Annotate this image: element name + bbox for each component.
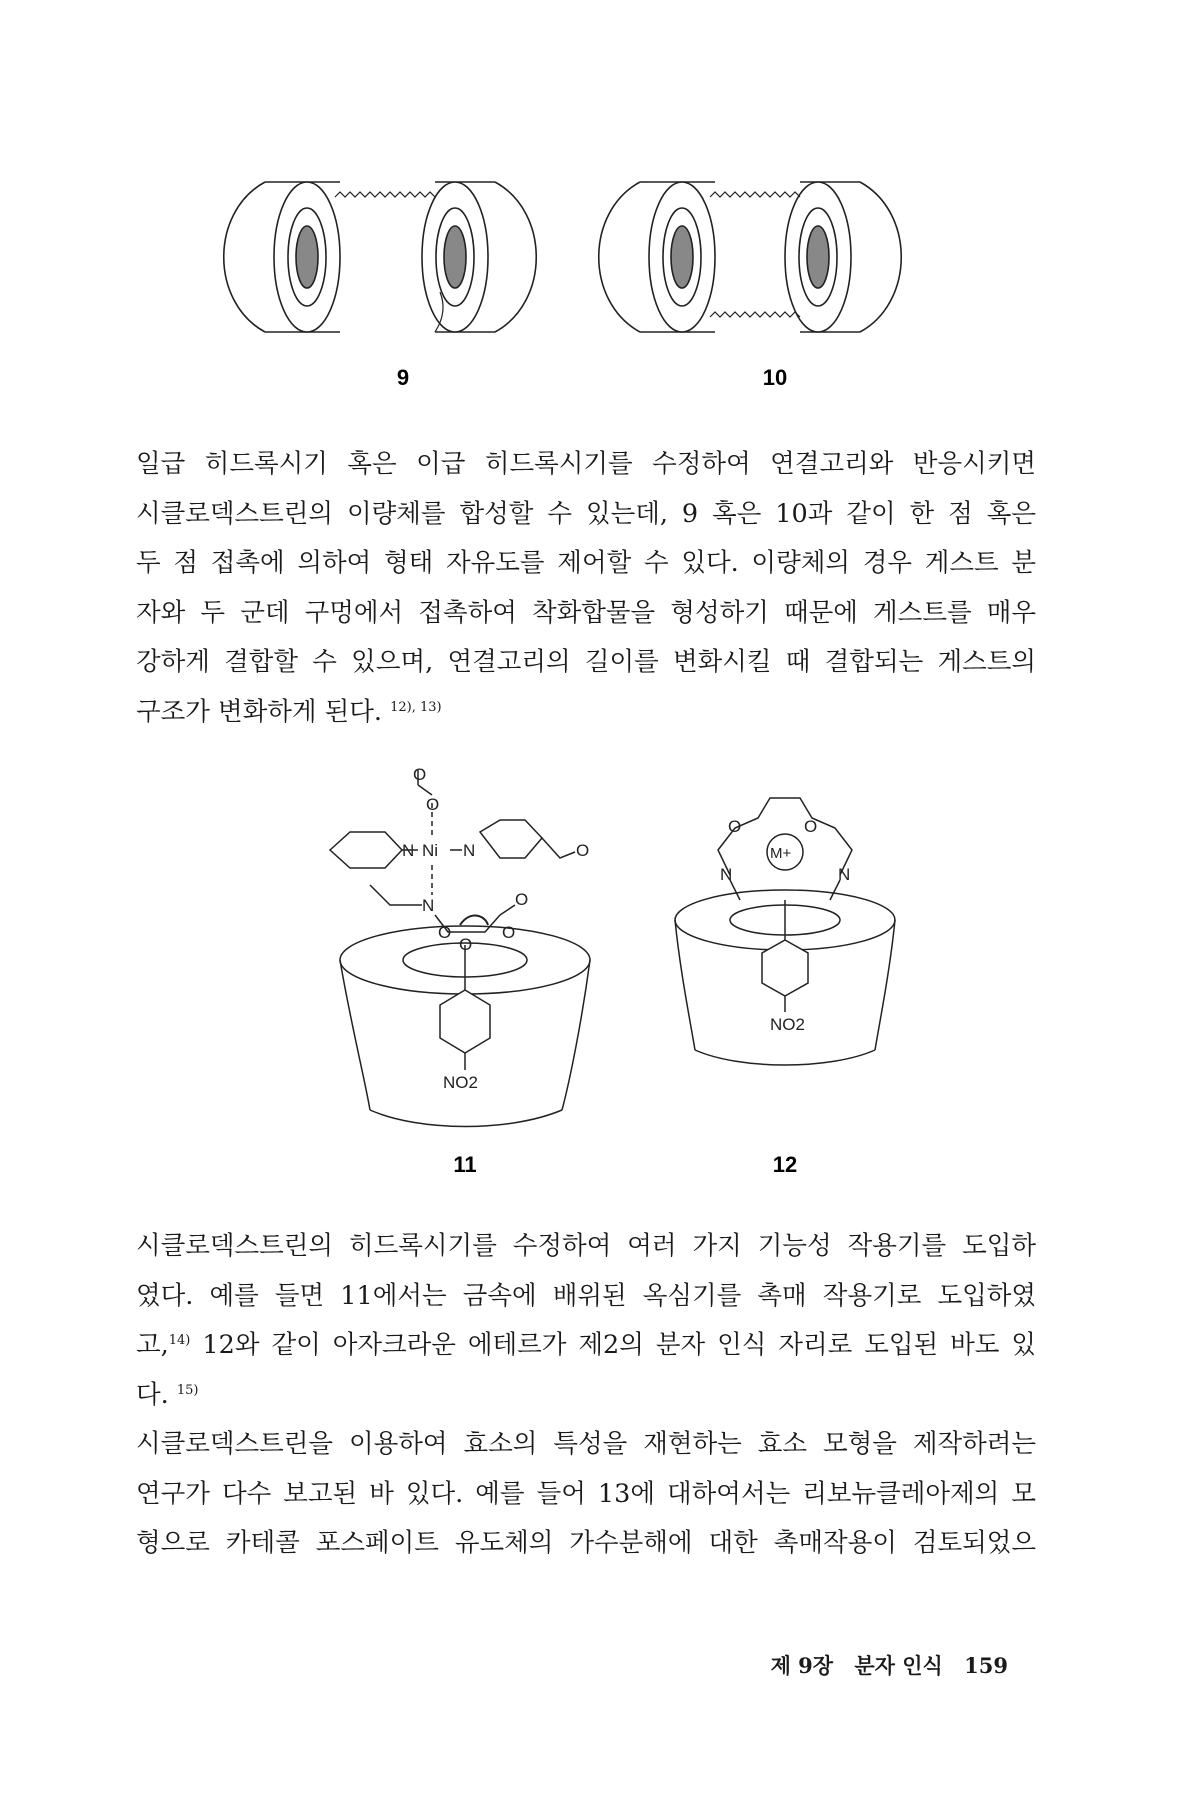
paragraph-1-last-text: 구조가 변화하게 된다.: [136, 696, 383, 727]
figure-compounds: [310, 765, 970, 1180]
paragraph-2-line: 였다. 예를 들면 11에서는 금속에 배위된 옥심기를 촉매 작용기로 도입하였: [136, 1280, 1036, 1311]
atom-label: N: [402, 841, 415, 860]
reference-14: 14): [168, 1333, 191, 1348]
atom-label: N: [720, 865, 733, 884]
dimer-9-drawing: [224, 182, 537, 332]
footer-title: 분자 인식: [854, 1653, 943, 1678]
figure-label-12: 12: [772, 1152, 798, 1177]
atom-label: Ni: [422, 841, 439, 860]
atom-label: O: [459, 935, 473, 954]
atom-label: N: [422, 896, 435, 915]
paragraph-1-last-line: [136, 688, 1036, 738]
reference-12-13: 12), 13): [390, 699, 442, 715]
nitro-label: NO2: [770, 1015, 805, 1034]
figure-label-11: 11: [453, 1152, 477, 1177]
paragraph-2-line-4: [136, 1371, 1036, 1421]
paragraph-3-line: 형으로 카테콜 포스페이트 유도체의 가수분해에 대한 촉매작용이 검토되었으: [136, 1528, 1036, 1558]
paragraph-2-line-4-text: 다.: [136, 1379, 169, 1410]
atom-label: N: [463, 841, 476, 860]
page-number: 159: [964, 1653, 1008, 1678]
paragraph-1-line: 강하게 결합할 수 있으며, 연결고리의 길이를 변화시킬 때 결합되는 게스트의: [136, 647, 1036, 677]
paragraph-2-line-3-start: 고,: [136, 1330, 169, 1360]
reference-15: 15): [176, 1382, 199, 1398]
paragraph-2: [136, 1222, 1036, 1420]
atom-label: O: [576, 841, 590, 860]
atom-label: O: [804, 817, 818, 836]
paragraph-1: [136, 440, 1036, 737]
page-footer: [757, 1650, 1008, 1680]
dimer-10-drawing: [599, 182, 902, 332]
metal-label: M+: [770, 845, 792, 862]
atom-label: N: [838, 865, 851, 884]
atom-label: O: [413, 765, 427, 784]
paragraph-1-line: 일급 히드록시기 혹은 이급 히드록시기를 수정하여 연결고리와 반응시키면: [136, 449, 1036, 479]
paragraph-3-line: 시클로덱스트린을 이용하여 효소의 특성을 재현하는 효소 모형을 제작하려는: [136, 1429, 1036, 1459]
figure-label-10: 10: [762, 365, 788, 390]
atom-label: O: [426, 795, 440, 814]
paragraph-3-line: 연구가 다수 보고된 바 있다. 예를 들어 13에 대하여서는 리보뉴클레아제의 모: [136, 1478, 1036, 1509]
atom-label: O: [438, 923, 452, 942]
paragraph-1-line: 두 점 접촉에 의하여 형태 자유도를 제어할 수 있다. 이량체의 경우 게스트 분: [136, 548, 1036, 578]
paragraph-1-line: 자와 두 군데 구멍에서 접촉하여 착화합물을 형성하기 때문에 게스트를 매우: [136, 597, 1036, 628]
paragraph-2-line-3: [136, 1321, 1036, 1371]
figure-label-9: 9: [396, 365, 410, 390]
nitro-label: NO2: [443, 1073, 478, 1092]
footer-chapter: 제 9장: [770, 1653, 834, 1678]
paragraph-3: [136, 1420, 1036, 1569]
paragraph-2-line: 시클로덱스트린의 히드록시기를 수정하여 여러 가지 기능성 작용기를 도입하: [136, 1231, 1036, 1261]
figure-dimers: [225, 172, 935, 402]
paragraph-2-line-3-end: 12와 같이 아자크라운 에테르가 제2의 분자 인식 자리로 도입된 바도 있: [202, 1330, 1037, 1360]
paragraph-1-line: 시클로덱스트린의 이량체를 합성할 수 있는데, 9 혹은 10과 같이 한 점 혹은: [136, 498, 1036, 529]
atom-label: O: [515, 890, 529, 909]
atom-label: O: [728, 817, 742, 836]
atom-label: O: [502, 923, 516, 942]
